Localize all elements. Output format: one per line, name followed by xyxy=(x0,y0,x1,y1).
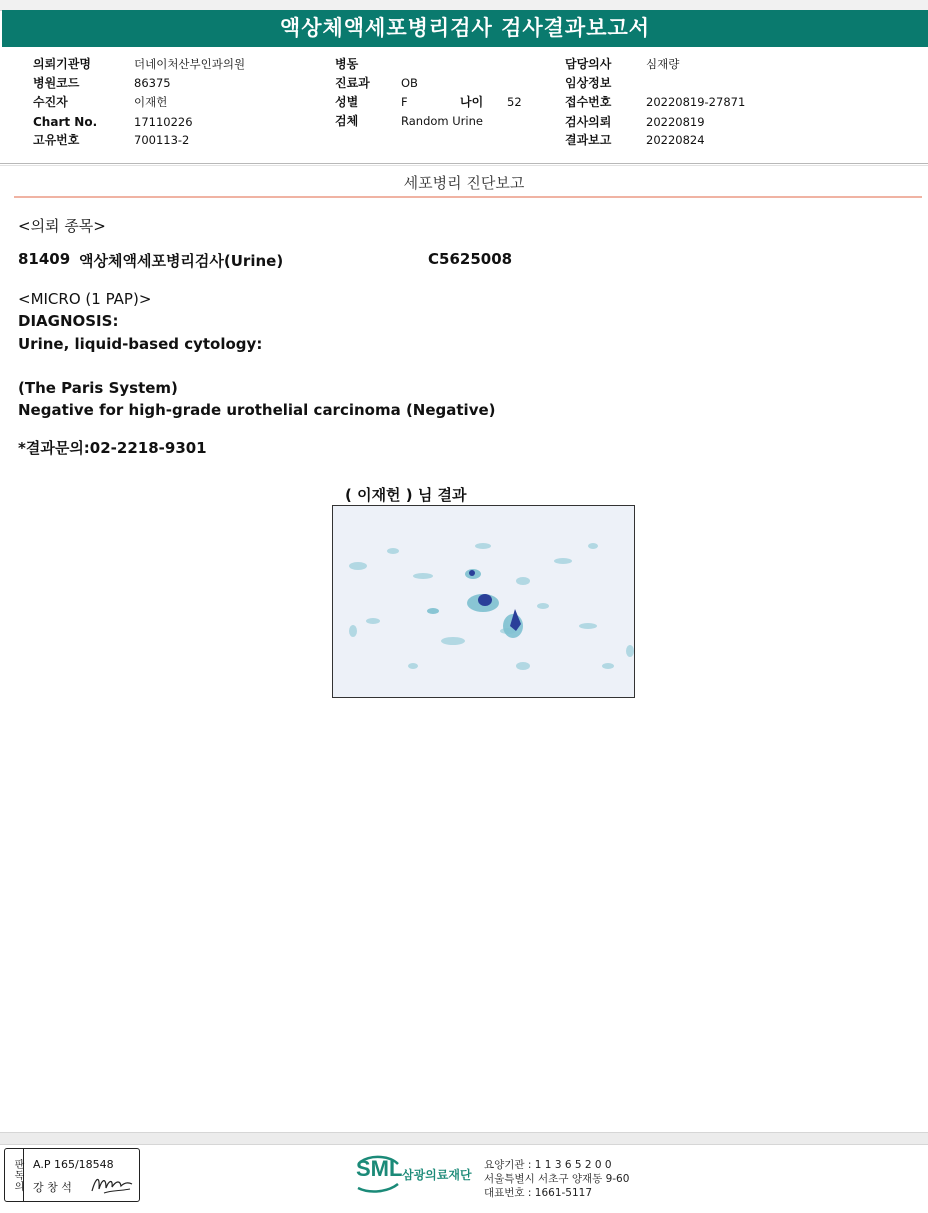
label-patient: 수진자 xyxy=(33,95,68,109)
test-code: 81409 xyxy=(18,250,71,268)
footer-band xyxy=(0,1132,928,1145)
label-clinical-info: 임상정보 xyxy=(565,76,612,90)
label-hospital-code: 병원코드 xyxy=(33,76,80,90)
value-department: OB xyxy=(401,76,418,90)
value-hospital-code: 86375 xyxy=(134,76,171,90)
micro-heading: <MICRO (1 PAP)> xyxy=(18,290,152,308)
logo-text: SML xyxy=(356,1156,403,1181)
label-sex: 성별 xyxy=(335,95,359,109)
label-age: 나이 xyxy=(460,95,484,109)
value-receipt-no: 20220819-27871 xyxy=(646,95,746,109)
signature-icon xyxy=(90,1171,134,1195)
value-request-date: 20220819 xyxy=(646,115,705,129)
image-caption: ( 이재헌 ) 님 결과 xyxy=(345,486,467,504)
cytology-slide-graphic xyxy=(333,506,634,697)
pathologist-name: 강 창 석 xyxy=(33,1181,72,1194)
label-receipt-no: 접수번호 xyxy=(565,95,612,109)
address: 서울특별시 서초구 양재동 9-60 xyxy=(484,1173,630,1185)
paris-system: (The Paris System) xyxy=(18,379,178,397)
result-line: Negative for high-grade urothelial carcinoma (Negative) xyxy=(18,401,496,419)
label-chart-no: Chart No. xyxy=(33,115,98,129)
section-title: 세포병리 진단보고 xyxy=(403,174,525,192)
report-title: 액상체액세포병리검사 검사결과보고서 xyxy=(2,10,928,47)
value-chart-no: 17110226 xyxy=(134,115,193,129)
test-id: C5625008 xyxy=(428,250,513,268)
label-department: 진료과 xyxy=(335,76,370,90)
contact-line: *결과문의:02-2218-9301 xyxy=(18,439,207,457)
section-rule xyxy=(14,196,922,198)
header-divider xyxy=(0,163,928,164)
label-unique-id: 고유번호 xyxy=(33,133,80,147)
value-report-date: 20220824 xyxy=(646,133,705,147)
institution-code: 요양기관 : 1 1 3 6 5 2 0 0 xyxy=(484,1159,612,1171)
value-sex: F xyxy=(401,95,408,109)
org-name: 삼광의료재단 xyxy=(402,1168,472,1182)
label-request-date: 검사의뢰 xyxy=(565,115,612,129)
value-unique-id: 700113-2 xyxy=(134,133,190,147)
specimen-line: Urine, liquid-based cytology: xyxy=(18,335,263,353)
sml-logo xyxy=(356,1152,474,1198)
label-specimen: 검체 xyxy=(335,114,359,128)
label-doctor: 담당의사 xyxy=(565,57,612,71)
value-patient: 이재헌 xyxy=(134,95,168,109)
value-institution: 더네이처산부인과의원 xyxy=(134,57,246,71)
diagnosis-label: DIAGNOSIS: xyxy=(18,312,119,330)
ap-number: A.P 165/18548 xyxy=(33,1158,114,1171)
request-heading: <의뢰 종목> xyxy=(18,217,106,235)
label-ward: 병동 xyxy=(335,57,359,71)
label-institution: 의뢰기관명 xyxy=(33,57,91,71)
header-divider-2 xyxy=(0,165,928,166)
side-label: 판독의 xyxy=(5,1149,24,1201)
label-report-date: 결과보고 xyxy=(565,133,612,147)
value-age: 52 xyxy=(507,95,522,109)
phone: 대표번호 : 1661-5117 xyxy=(484,1187,593,1199)
value-doctor: 심재량 xyxy=(646,57,680,71)
cytology-image xyxy=(332,505,635,698)
pathologist-box xyxy=(4,1148,140,1202)
value-specimen: Random Urine xyxy=(401,114,483,128)
test-name: 액상체액세포병리검사(Urine) xyxy=(79,252,284,270)
